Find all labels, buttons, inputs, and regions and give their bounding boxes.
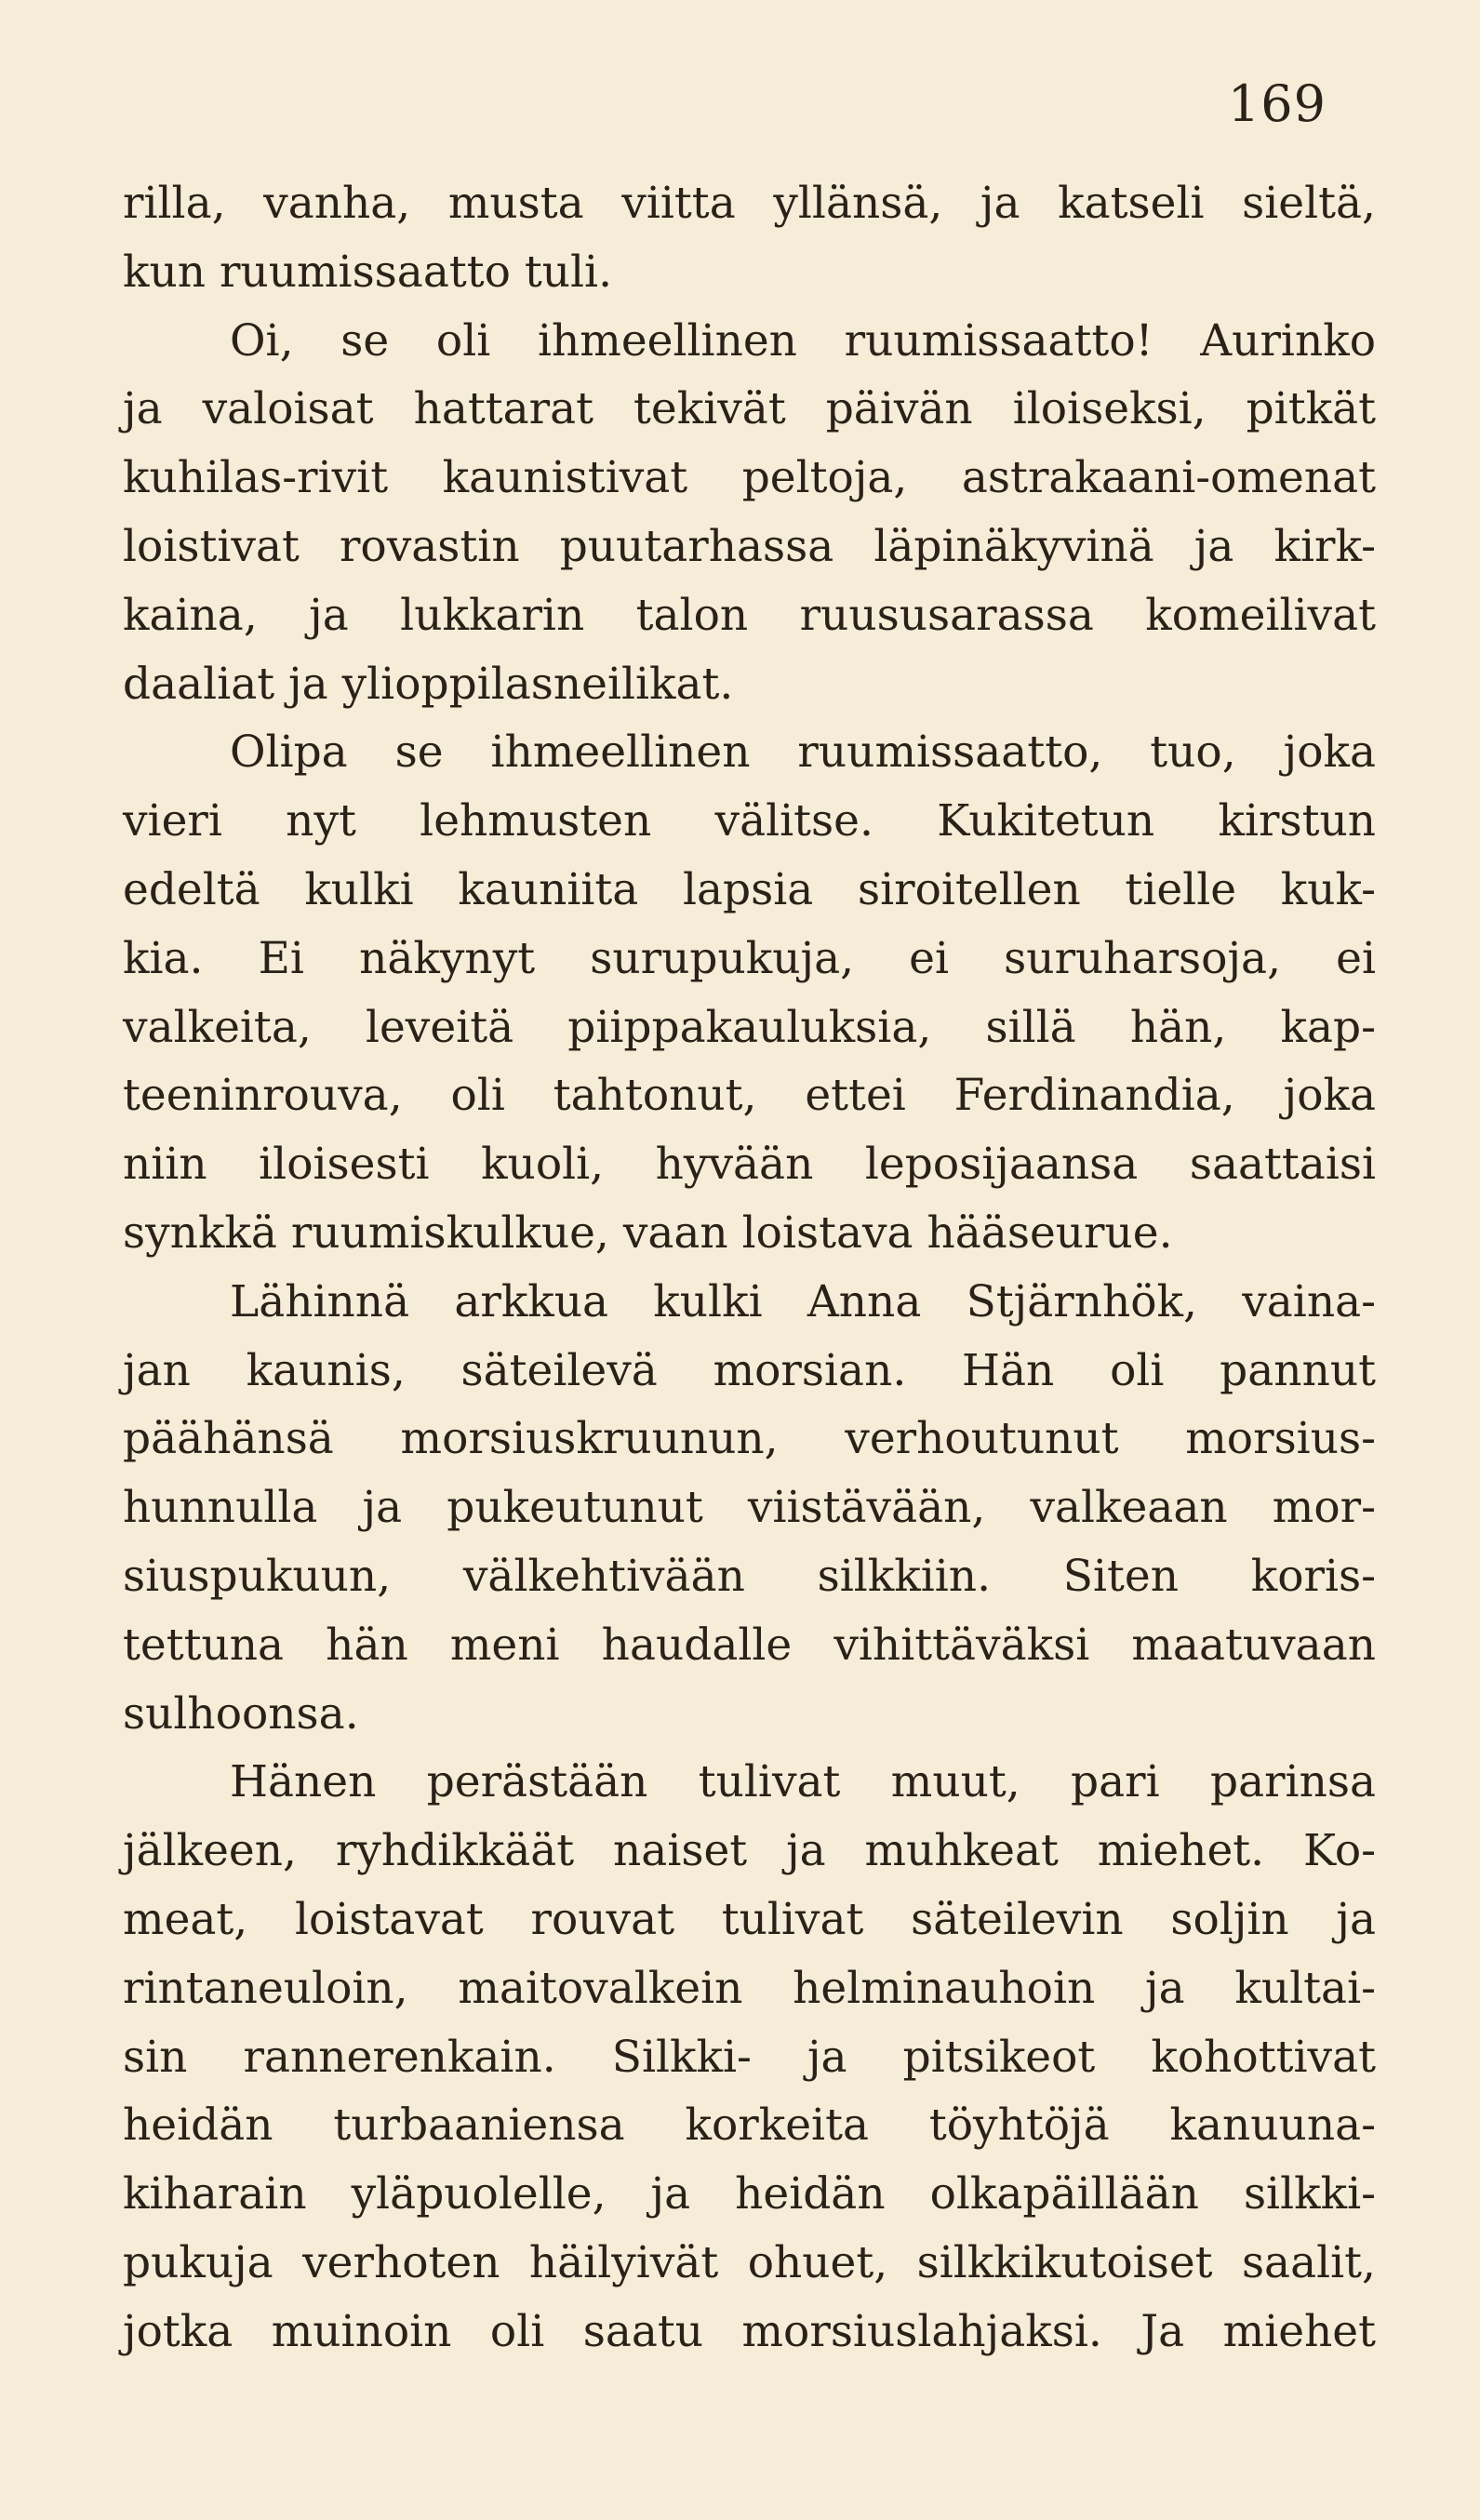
text-line: kun ruumissaatto tuli.	[123, 246, 613, 298]
page-number: 169	[1227, 74, 1327, 133]
text-line: valkeita, leveitä piippakauluksia, sillä hän, kap-	[123, 1001, 1376, 1053]
text-line: vieri nyt lehmusten välitse. Kukitetun kirstun	[123, 795, 1376, 847]
text-line: rilla, vanha, musta viitta yllänsä, ja katseli sieltä,	[123, 178, 1376, 229]
text-line: niin iloisesti kuoli, hyvään leposijaansa saattaisi	[123, 1139, 1376, 1191]
text-line: sulhoonsa.	[123, 1687, 359, 1740]
text-line: kia. Ei näkynyt surupukuja, ei suruharsoja, ei	[123, 932, 1376, 984]
text-line: edeltä kulki kauniita lapsia siroitellen tielle kuk-	[123, 863, 1376, 915]
text-line: pukuja verhoten häilyivät ohuet, silkkikutoiset saalit,	[123, 2236, 1376, 2288]
text-line: synkkä ruumiskulkue, vaan loistava hääseurue.	[123, 1207, 1173, 1259]
text-line: kiharain yläpuolelle, ja heidän olkapäillään silkki-	[123, 2168, 1376, 2220]
text-line: jälkeen, ryhdikkäät naiset ja muhkeat miehet. Ko-	[123, 1825, 1376, 1877]
text-line: jan kaunis, säteilevä morsian. Hän oli pannut	[123, 1344, 1376, 1396]
text-line: Hänen perästään tulivat muut, pari parinsa	[230, 1756, 1376, 1808]
text-line: heidän turbaaniensa korkeita töyhtöjä kanuuna-	[123, 2100, 1376, 2152]
text-line: kuhilas-rivit kaunistivat peltoja, astrakaani-omenat	[123, 452, 1376, 504]
text-line: ja valoisat hattarat tekivät päivän iloiseksi, pitkät	[123, 383, 1376, 435]
text-line: teeninrouva, oli tahtonut, ettei Ferdinandia, joka	[123, 1070, 1376, 1122]
text-line: Oi, se oli ihmeellinen ruumissaatto! Aurinko	[230, 314, 1376, 367]
text-line: sin rannerenkain. Silkki- ja pitsikeot kohottivat	[123, 2031, 1376, 2083]
text-line: daaliat ja ylioppilasneilikat.	[123, 658, 734, 710]
text-line: jotka muinoin oli saatu morsiuslahjaksi. Ja miehet	[123, 2305, 1376, 2357]
text-line: kaina, ja lukkarin talon ruususarassa komeilivat	[123, 589, 1376, 641]
body-text	[123, 169, 1376, 2367]
text-line: meat, loistavat rouvat tulivat säteilevin soljin ja	[123, 1893, 1376, 1945]
text-line: siuspukuun, välkehtivään silkkiin. Siten koris-	[123, 1550, 1376, 1602]
text-line: loistivat rovastin puutarhassa läpinäkyvinä ja kirk-	[123, 520, 1376, 572]
text-line: tettuna hän meni haudalle vihittäväksi maatuvaan	[123, 1619, 1376, 1671]
text-line: rintaneuloin, maitovalkein helminauhoin ja kultai-	[123, 1962, 1376, 2014]
text-line: Lähinnä arkkua kulki Anna Stjärnhök, vaina-	[230, 1275, 1376, 1327]
text-line: päähänsä morsiuskruunun, verhoutunut morsius-	[123, 1413, 1376, 1465]
text-line: hunnulla ja pukeutunut viistävään, valkeaan mor-	[123, 1482, 1376, 1534]
text-line: Olipa se ihmeellinen ruumissaatto, tuo, joka	[230, 727, 1376, 779]
